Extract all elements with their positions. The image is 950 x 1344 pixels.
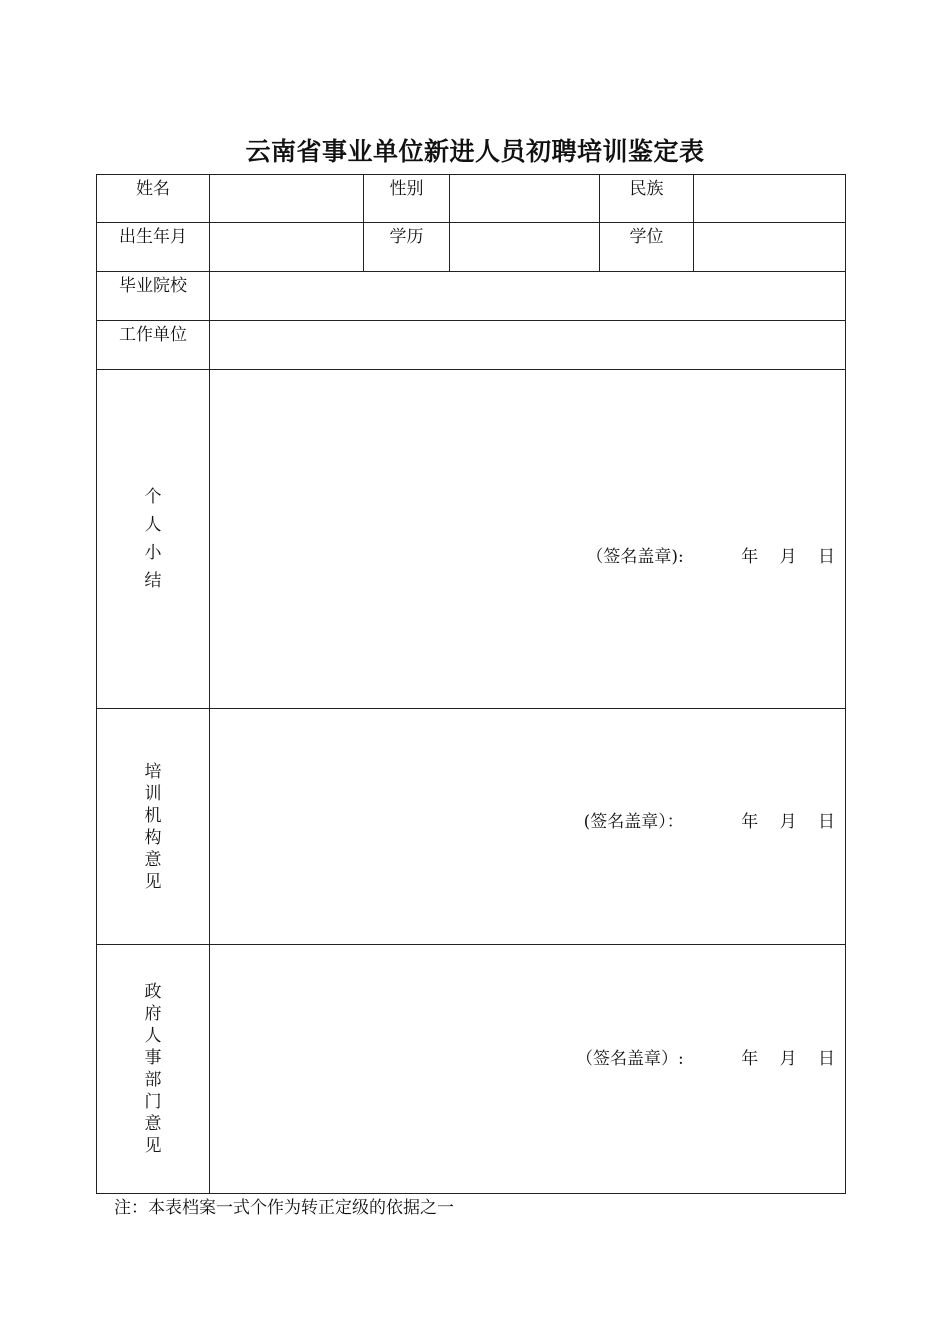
summary-month-label: 月 bbox=[779, 547, 797, 567]
training-year-label: 年 bbox=[741, 812, 759, 832]
name-label: 姓名 bbox=[97, 175, 210, 223]
form-row-basic-1 bbox=[97, 175, 846, 223]
hr-sign-label: （签名盖章）: bbox=[576, 1049, 684, 1069]
training-field[interactable] bbox=[210, 709, 846, 945]
appraisal-form-table bbox=[96, 174, 846, 1194]
summary-year-label: 年 bbox=[741, 547, 759, 567]
hr-year-label: 年 bbox=[741, 1049, 759, 1069]
gender-field[interactable] bbox=[450, 175, 600, 223]
summary-label: 个人小结 bbox=[144, 487, 162, 591]
form-row-basic-2 bbox=[97, 223, 846, 272]
employer-label: 工作单位 bbox=[97, 321, 210, 370]
footnote: 注：本表档案一式个作为转正定级的依据之一 bbox=[114, 1198, 454, 1218]
form-row-summary bbox=[97, 370, 846, 709]
ethnicity-label: 民族 bbox=[600, 175, 694, 223]
training-label: 培训机构意见 bbox=[144, 761, 162, 892]
hr-day-label: 日 bbox=[818, 1049, 835, 1069]
summary-field[interactable] bbox=[210, 370, 846, 709]
hr-signature-line bbox=[576, 1044, 835, 1069]
degree-label: 学位 bbox=[600, 223, 694, 272]
birth-label: 出生年月 bbox=[97, 223, 210, 272]
training-signature-line bbox=[584, 807, 835, 832]
form-row-school bbox=[97, 272, 846, 321]
birth-field[interactable] bbox=[210, 223, 364, 272]
ethnicity-field[interactable] bbox=[694, 175, 846, 223]
education-label: 学历 bbox=[364, 223, 450, 272]
training-day-label: 日 bbox=[818, 812, 835, 832]
summary-signature-line bbox=[586, 542, 835, 567]
form-row-employer bbox=[97, 321, 846, 370]
school-field[interactable] bbox=[210, 272, 846, 321]
school-label: 毕业院校 bbox=[97, 272, 210, 321]
training-month-label: 月 bbox=[779, 812, 797, 832]
summary-sign-label: （签名盖章): bbox=[586, 547, 684, 567]
summary-label-cell bbox=[97, 370, 210, 709]
training-sign-label: (签名盖章）： bbox=[583, 812, 684, 832]
education-field[interactable] bbox=[450, 223, 600, 272]
name-field[interactable] bbox=[210, 175, 364, 223]
gender-label: 性别 bbox=[364, 175, 450, 223]
employer-field[interactable] bbox=[210, 321, 846, 370]
form-row-training bbox=[97, 709, 846, 945]
training-label-cell bbox=[97, 709, 210, 945]
form-title: 云南省事业单位新进人员初聘培训鉴定表 bbox=[245, 137, 705, 166]
summary-day-label: 日 bbox=[818, 547, 835, 567]
hr-label-cell bbox=[97, 945, 210, 1194]
hr-month-label: 月 bbox=[779, 1049, 797, 1069]
degree-field[interactable] bbox=[694, 223, 846, 272]
hr-label: 政府人事部门意见 bbox=[144, 982, 162, 1156]
form-row-hr bbox=[97, 945, 846, 1194]
hr-field[interactable] bbox=[210, 945, 846, 1194]
